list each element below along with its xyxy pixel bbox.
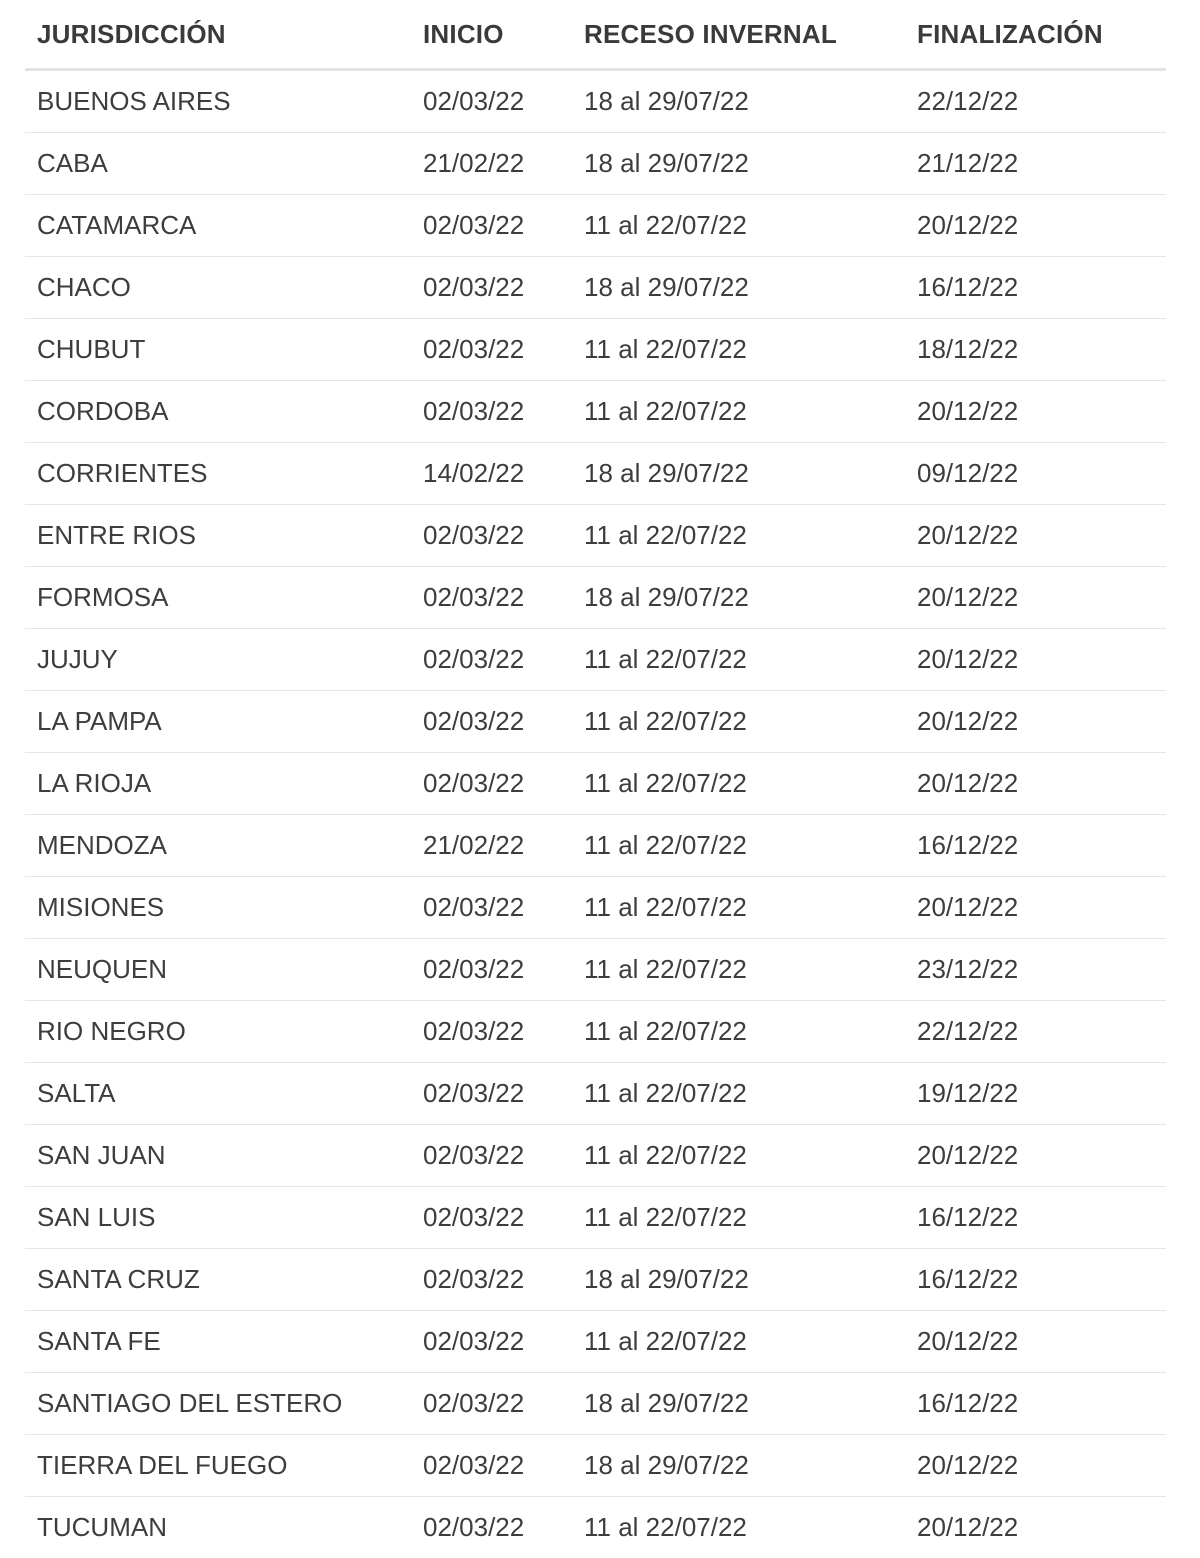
cell-jurisdiccion: TIERRA DEL FUEGO: [25, 1435, 411, 1497]
cell-jurisdiccion: SANTIAGO DEL ESTERO: [25, 1373, 411, 1435]
cell-inicio: 02/03/22: [411, 691, 572, 753]
table-row: [25, 1187, 1166, 1249]
cell-inicio: 02/03/22: [411, 505, 572, 567]
cell-receso-invernal: 11 al 22/07/22: [572, 381, 905, 443]
table-row: [25, 1125, 1166, 1187]
cell-receso-invernal: 11 al 22/07/22: [572, 691, 905, 753]
cell-finalizacion: 20/12/22: [905, 505, 1166, 567]
cell-inicio: 21/02/22: [411, 133, 572, 195]
cell-inicio: 02/03/22: [411, 1373, 572, 1435]
cell-finalizacion: 22/12/22: [905, 1001, 1166, 1063]
cell-inicio: 02/03/22: [423, 1512, 525, 1542]
cell-receso-invernal: 18 al 29/07/22: [572, 1373, 905, 1435]
table-row: [25, 939, 1166, 1001]
cell-jurisdiccion: NEUQUEN: [25, 939, 411, 1001]
table-row: [25, 1249, 1166, 1311]
cell-receso-invernal: 11 al 22/07/22: [572, 1187, 905, 1249]
cell-jurisdiccion: SANTA FE: [25, 1311, 411, 1373]
table-row: [25, 691, 1166, 753]
cell-finalizacion: 19/12/22: [905, 1063, 1166, 1125]
cell-jurisdiccion: CATAMARCA: [25, 195, 411, 257]
cell-finalizacion: 16/12/22: [905, 815, 1166, 877]
cell-inicio: 02/03/22: [411, 1125, 572, 1187]
table-row: [25, 877, 1166, 939]
cell-finalizacion: 20/12/22: [905, 629, 1166, 691]
school-calendar-table: [25, 0, 1166, 1558]
cell-inicio: 02/03/22: [411, 1063, 572, 1125]
cell-jurisdiccion: CHACO: [25, 257, 411, 319]
table-row: [25, 1001, 1166, 1063]
cell-finalizacion: 23/12/22: [905, 939, 1166, 1001]
cell-receso-invernal: 11 al 22/07/22: [572, 939, 905, 1001]
cell-finalizacion: 20/12/22: [905, 1125, 1166, 1187]
header-inicio: INICIO: [411, 0, 572, 70]
cell-receso-invernal: 11 al 22/07/22: [572, 877, 905, 939]
table-row: [25, 629, 1166, 691]
cell-inicio: 02/03/22: [411, 381, 572, 443]
table-row: [25, 70, 1166, 133]
table-row: [25, 505, 1166, 567]
cell-finalizacion: 20/12/22: [905, 1311, 1166, 1373]
cell-jurisdiccion: SANTA CRUZ: [25, 1249, 411, 1311]
cell-finalizacion: 20/12/22: [905, 1435, 1166, 1497]
cell-receso-invernal: 18 al 29/07/22: [572, 70, 905, 133]
cell-receso-invernal: 18 al 29/07/22: [572, 1435, 905, 1497]
cell-finalizacion: 09/12/22: [905, 443, 1166, 505]
table-row: [25, 1373, 1166, 1435]
cell-jurisdiccion: RIO NEGRO: [25, 1001, 411, 1063]
cell-finalizacion: 21/12/22: [905, 133, 1166, 195]
cell-jurisdiccion: MENDOZA: [25, 815, 411, 877]
cell-inicio: 02/03/22: [411, 1435, 572, 1497]
cell-receso-invernal: 11 al 22/07/22: [572, 1125, 905, 1187]
cell-receso-invernal: 11 al 22/07/22: [584, 1512, 747, 1542]
cell-receso-invernal: 18 al 29/07/22: [572, 133, 905, 195]
cell-inicio: 02/03/22: [411, 629, 572, 691]
cell-inicio: 02/03/22: [411, 877, 572, 939]
cell-inicio: 02/03/22: [411, 1001, 572, 1063]
cell-jurisdiccion: CORDOBA: [25, 381, 411, 443]
cell-jurisdiccion: FORMOSA: [25, 567, 411, 629]
table-row: [25, 381, 1166, 443]
cell-receso-invernal: 11 al 22/07/22: [572, 1311, 905, 1373]
table-row: [25, 753, 1166, 815]
cell-jurisdiccion: TUCUMAN: [37, 1512, 167, 1542]
table-row: [25, 815, 1166, 877]
cell-inicio: 02/03/22: [411, 195, 572, 257]
cell-receso-invernal: 18 al 29/07/22: [572, 443, 905, 505]
cell-jurisdiccion: JUJUY: [25, 629, 411, 691]
cell-finalizacion: 20/12/22: [905, 691, 1166, 753]
header-jurisdiccion: JURISDICCIÓN: [25, 0, 411, 70]
cell-jurisdiccion: LA PAMPA: [25, 691, 411, 753]
cell-inicio: 02/03/22: [411, 1311, 572, 1373]
cell-inicio: 02/03/22: [411, 319, 572, 381]
school-calendar-table-container: [25, 0, 1166, 1558]
table-header: [25, 0, 1166, 70]
cell-inicio: 02/03/22: [411, 1187, 572, 1249]
cell-receso-invernal: 11 al 22/07/22: [572, 195, 905, 257]
cell-finalizacion: 20/12/22: [905, 567, 1166, 629]
cell-inicio: 02/03/22: [411, 257, 572, 319]
table-row: [25, 1435, 1166, 1497]
cell-jurisdiccion: CABA: [25, 133, 411, 195]
cell-finalizacion: 20/12/22: [905, 381, 1166, 443]
table-row: [25, 567, 1166, 629]
cell-finalizacion: 16/12/22: [905, 1187, 1166, 1249]
cell-jurisdiccion: CHUBUT: [25, 319, 411, 381]
header-receso-invernal: RECESO INVERNAL: [572, 0, 905, 70]
header-row: [25, 0, 1166, 70]
table-row: [25, 195, 1166, 257]
cell-receso-invernal: 11 al 22/07/22: [572, 1063, 905, 1125]
cell-inicio: 21/02/22: [411, 815, 572, 877]
cell-receso-invernal: 11 al 22/07/22: [572, 815, 905, 877]
cell-finalizacion: 18/12/22: [905, 319, 1166, 381]
cell-inicio: 02/03/22: [411, 1249, 572, 1311]
table-row: [25, 443, 1166, 505]
cell-receso-invernal: 11 al 22/07/22: [572, 629, 905, 691]
cell-finalizacion: 20/12/22: [917, 1512, 1019, 1542]
cell-finalizacion: 20/12/22: [905, 877, 1166, 939]
table-row: [25, 1311, 1166, 1373]
cell-jurisdiccion: SALTA: [25, 1063, 411, 1125]
cell-jurisdiccion: LA RIOJA: [25, 753, 411, 815]
header-finalizacion: FINALIZACIÓN: [905, 0, 1166, 70]
cell-jurisdiccion: SAN LUIS: [25, 1187, 411, 1249]
cell-receso-invernal: 11 al 22/07/22: [572, 753, 905, 815]
cell-jurisdiccion: ENTRE RIOS: [25, 505, 411, 567]
cell-finalizacion: 16/12/22: [905, 257, 1166, 319]
cell-finalizacion: 16/12/22: [905, 1373, 1166, 1435]
cell-jurisdiccion: BUENOS AIRES: [25, 70, 411, 133]
cell-jurisdiccion: CORRIENTES: [25, 443, 411, 505]
table-row: [25, 133, 1166, 195]
cell-inicio: 02/03/22: [411, 70, 572, 133]
cell-finalizacion: 20/12/22: [905, 753, 1166, 815]
cell-jurisdiccion: MISIONES: [25, 877, 411, 939]
cell-inicio: 02/03/22: [411, 753, 572, 815]
cell-inicio: 02/03/22: [411, 567, 572, 629]
table-row: [25, 1063, 1166, 1125]
cell-receso-invernal: 18 al 29/07/22: [572, 257, 905, 319]
cell-inicio: 02/03/22: [411, 939, 572, 1001]
cell-receso-invernal: 11 al 22/07/22: [572, 1001, 905, 1063]
table-row: [25, 319, 1166, 381]
cell-receso-invernal: 18 al 29/07/22: [572, 567, 905, 629]
cell-finalizacion: 20/12/22: [905, 195, 1166, 257]
table-body: [25, 70, 1166, 1558]
cell-receso-invernal: 18 al 29/07/22: [572, 1249, 905, 1311]
table-row: [25, 257, 1166, 319]
cell-finalizacion: 16/12/22: [905, 1249, 1166, 1311]
table-row: [25, 1497, 1166, 1558]
cell-receso-invernal: 11 al 22/07/22: [572, 505, 905, 567]
cell-receso-invernal: 11 al 22/07/22: [572, 319, 905, 381]
cell-inicio: 14/02/22: [411, 443, 572, 505]
cell-jurisdiccion: SAN JUAN: [25, 1125, 411, 1187]
cell-finalizacion: 22/12/22: [905, 70, 1166, 133]
